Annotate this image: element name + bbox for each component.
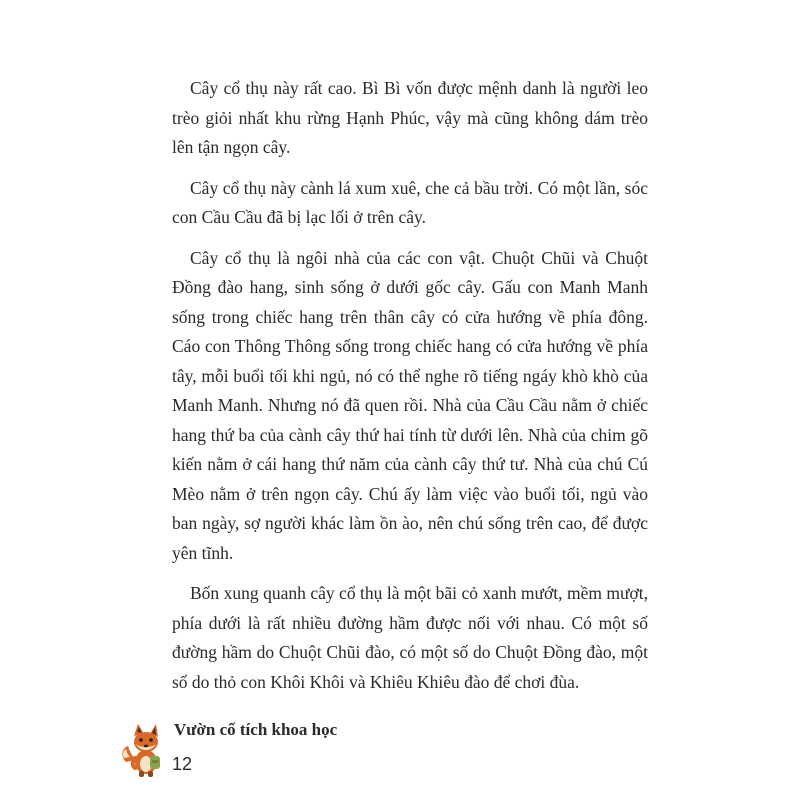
paragraph-4: Bốn xung quanh cây cổ thụ là một bãi cỏ xanh mướt, mềm mượt, phía dưới là rất nhiều đường hầm được nối với nhau. Có một số đường hầm do Chuột Chũi đào, có một số do Chuột Đồng đào, một số do thỏ con Khôi Khôi và Khiêu Khiêu đào để chơi đùa. (172, 583, 648, 692)
paragraph-1: Cây cổ thụ này rất cao. Bì Bì vốn được mệnh danh là người leo trèo giỏi nhất khu rừng Hạnh Phúc, vậy mà cũng không dám trèo lên tận ngọn cây. (172, 78, 648, 157)
body-text (172, 74, 648, 708)
paragraph-2: Cây cổ thụ này cành lá xum xuê, che cả bầu trời. Có một lần, sóc con Cầu Cầu đã bị lạc lối ở trên cây. (172, 177, 648, 227)
page-number: 12 (172, 754, 193, 774)
series-title: Vườn cổ tích khoa học (174, 720, 338, 739)
paragraph-3: Cây cổ thụ là ngôi nhà của các con vật. Chuột Chũi và Chuột Đồng đào hang, sinh sống ở dưới gốc cây. Gấu con Manh Manh sống trong chiếc hang trên thân cây có cửa hướng về phía đông. Cáo con Thông Thông sống trong chiếc hang có cửa hướng về phía tây, mỗi buổi tối khi ngủ, nó có thể nghe rõ tiếng ngáy khò khò của Manh Manh. Nhưng nó đã quen rồi. Nhà của Cầu Cầu nằm ở chiếc hang thứ ba của cành cây thứ hai tính từ dưới lên. Nhà của chim gõ kiến nằm ở cái hang thứ năm của cành cây thứ tư. Nhà của chú Cú Mèo nằm ở trên ngọn cây. Chú ấy làm việc vào buổi tối, ngủ vào ban ngày, sợ người khác làm ồn ào, nên chú sống trên cao, để được yên tĩnh. (172, 247, 648, 563)
fox-mascot-icon (120, 722, 170, 778)
